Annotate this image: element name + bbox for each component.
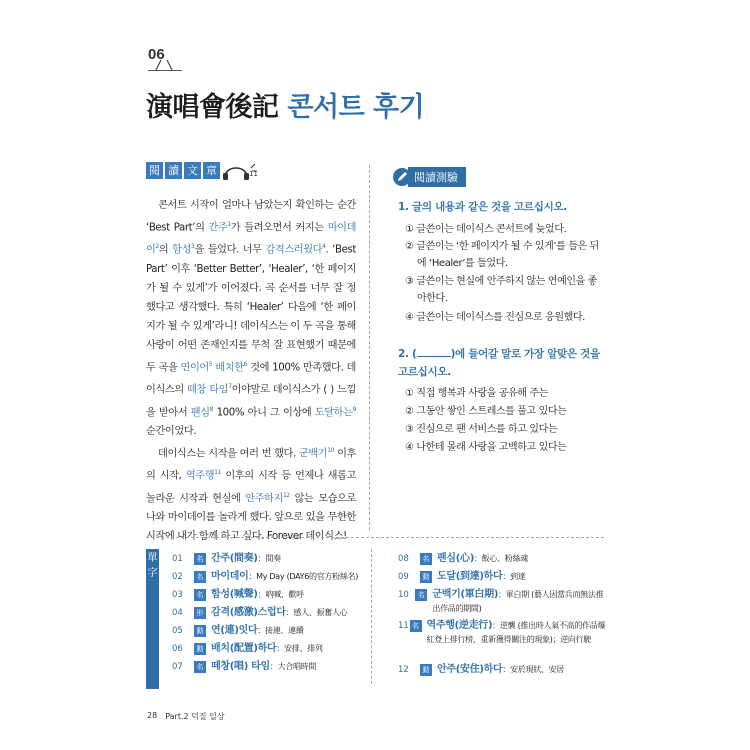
article-text: 콘서트 시작이 얼마나 남았는지 확인하는 순간 ‘Best Part’의 — [146, 200, 356, 234]
q2-option-1[interactable]: ① 직접 행복과 사랑을 공유해 주는 — [405, 388, 548, 399]
vocab-word: 군백기(軍白期) — [432, 589, 499, 600]
vocab-entry — [172, 606, 367, 620]
vocab-column-divider — [371, 549, 372, 684]
vocab-entry — [398, 588, 606, 616]
vocab-entry — [398, 619, 606, 647]
footnote-ref: 6 — [243, 360, 248, 368]
footnote-ref: 10 — [327, 446, 335, 454]
vocab-number: 11 — [398, 621, 409, 631]
vocab-definition: ：飯心、粉絲魂 — [473, 554, 528, 563]
q1-option-2[interactable]: ② 글쓴이는 ‘한 페이지가 될 수 있게’를 들은 뒤에 ‘Healer’를 들었다. — [405, 241, 599, 269]
vocab-definition: ：到達 — [502, 572, 526, 581]
vocab-text — [437, 663, 564, 677]
vocab-definition: ：間奏 — [257, 554, 281, 563]
vocab-entry — [172, 570, 367, 584]
vocab-text — [211, 606, 347, 620]
column-divider — [369, 165, 370, 530]
part-label: Part.2 덕질 일상 — [165, 712, 225, 721]
vocab-text — [211, 660, 316, 674]
article-paragraph — [146, 441, 356, 546]
q2-option-4[interactable]: ④ 나한테 몰래 사랑을 고백하고 있다는 — [405, 442, 567, 453]
part-of-speech-badge: 動 — [420, 664, 432, 676]
article-text: 이야말로 데이식스가 ( ) 느낌을 받아서 — [146, 384, 356, 418]
vocab-label — [146, 549, 159, 689]
question-2-blank — [417, 356, 451, 357]
vocab-entry — [172, 552, 367, 566]
vocab-definition: ：安排、排列 — [276, 644, 323, 653]
vocab-text — [211, 642, 323, 656]
article-text: 의 — [158, 244, 173, 256]
footnote-ref: 12 — [283, 491, 290, 499]
vocab-word: 안주(安住)하다 — [437, 664, 503, 675]
title-korean: 콘서트 후기 — [287, 92, 425, 123]
part-of-speech-badge: 名 — [194, 571, 206, 583]
part-of-speech-badge: 動 — [194, 625, 206, 637]
q1-option-4[interactable]: ④ 글쓴이는 데이식스를 진심으로 응원했다. — [405, 312, 585, 323]
vocab-word: 역주행(逆走行) — [426, 620, 493, 631]
article-text: 가 들려오면서 커지는 — [230, 222, 328, 234]
article-text: 100% 아니 그 이상에 — [213, 406, 315, 418]
vocab-highlight: 팬심 — [190, 406, 210, 418]
footnote-ref: 3 — [191, 243, 195, 251]
article-text: 순간이었다. — [146, 425, 197, 437]
reading-tag-char: 文 — [184, 162, 201, 179]
vocab-text — [437, 570, 526, 584]
footnote-ref: 2 — [155, 243, 159, 251]
vocab-definition: ：逆襲 (推出時人氣不高的作品爆紅登上排行榜，重新獲得關注的現象)；逆向行駛 — [426, 621, 606, 644]
vocab-highlight: 도달하는 — [314, 406, 353, 418]
vocab-text — [211, 624, 304, 638]
article-paragraph — [146, 196, 356, 441]
vocab-label-char: 單 — [147, 553, 158, 564]
vocab-entry — [172, 642, 367, 656]
article-text: 것에 100% 만족했다. 데이식스의 — [146, 362, 356, 396]
page-title — [146, 85, 424, 124]
q1-option-1[interactable]: ① 글쓴이는 데이식스 콘서트에 늦었다. — [405, 224, 567, 235]
quiz-title: 閱讀測驗 — [408, 167, 466, 187]
vocab-highlight: 함성 — [172, 244, 192, 256]
vocab-entry — [172, 588, 367, 602]
vocab-definition: ：感人、振奮人心 — [285, 608, 348, 617]
vocab-word: 연(連)잇다 — [211, 625, 258, 636]
vocab-text — [432, 588, 606, 616]
vocab-number: 03 — [172, 590, 183, 600]
part-of-speech-badge: 動 — [194, 643, 206, 655]
part-of-speech-badge: 名 — [410, 620, 422, 632]
article-text: 이후의 시작 등 언제나 새롭고 놀라운 시작과 현실에 — [146, 470, 356, 505]
footnote-ref: 9 — [352, 405, 356, 413]
part-of-speech-badge: 形 — [194, 607, 206, 619]
vocab-word: 마이데이 — [211, 571, 249, 582]
title-hanja: 演唱會後記 — [146, 92, 279, 123]
vocab-number: 02 — [172, 572, 183, 582]
vocab-label-char: 字 — [147, 568, 158, 579]
vocab-word: 팬심(心) — [437, 553, 474, 564]
vocab-entry — [398, 663, 606, 677]
question-1: 1. 글의 내용과 같은 것을 고르십시오. — [398, 201, 567, 213]
vocab-word: 간주(間奏) — [211, 553, 258, 564]
vocab-text — [437, 552, 528, 566]
vocab-number: 12 — [398, 665, 409, 675]
vocab-text — [211, 588, 304, 602]
question-2-prefix: 2. ( — [398, 348, 417, 360]
vocab-highlight: 마이데이 — [146, 222, 357, 256]
vocab-highlight: 간주 — [208, 222, 228, 234]
unit-underline — [148, 70, 182, 71]
part-of-speech-badge: 名 — [194, 553, 206, 565]
article-body — [146, 196, 356, 546]
page-footer — [147, 711, 225, 722]
vocab-entry — [172, 660, 367, 674]
vocab-number: 07 — [172, 662, 183, 672]
track-number: 11 — [249, 170, 258, 178]
vocab-entry — [172, 624, 367, 638]
vocab-definition: ：安於現狀、安居 — [502, 665, 564, 674]
part-of-speech-badge: 動 — [420, 571, 432, 583]
vocab-text — [427, 619, 606, 647]
article-text: 이후의 시작, — [146, 448, 356, 482]
reading-tag — [146, 162, 220, 179]
vocab-highlight: 안주하지 — [245, 493, 283, 505]
vocab-number: 04 — [172, 608, 183, 618]
vocab-highlight: 군백기 — [298, 448, 328, 460]
footnote-ref: 8 — [209, 405, 214, 413]
article-text: . ‘Best Part’ 이후 ‘Better Better’, ‘Healer’, ‘한 페이지가 될 수 있게’가 이어졌다. 곡 순서를 너무 잘 정했다고 생각했다. 특히 ‘Healer’ 다음에 ‘한 페이지가 될 수 있게’라니! 데이식스는 이 두 곡을 통해 사랑이 어떤 존재인지를 무척 잘 표현했기 때문에 두 곡을 — [146, 244, 356, 374]
question-2-suffix: )에 들어갈 말로 가장 알맞은 것을 고르십시오. — [398, 348, 600, 378]
vocab-number: 05 — [172, 626, 183, 636]
reading-tag-char: 閱 — [146, 162, 163, 179]
quiz-header — [392, 167, 466, 187]
part-of-speech-badge: 名 — [415, 589, 427, 601]
vocab-word: 도달(到達)하다 — [437, 571, 503, 582]
vocab-text — [211, 552, 281, 566]
footnote-ref: 7 — [228, 383, 232, 391]
vocab-highlight: 연이어 — [180, 362, 209, 374]
vocab-definition: ：接連、連續 — [257, 626, 304, 635]
vocab-highlight: 역주행 — [185, 470, 215, 482]
vocab-number: 08 — [398, 554, 409, 564]
vocab-word: 함성(喊聲) — [211, 589, 258, 600]
article-text: 을 들었다. 너무 — [194, 244, 266, 256]
article-text: 데이식스는 시작을 여러 번 했다. — [158, 448, 299, 460]
vocab-definition: ：吶喊、歡呼 — [257, 590, 304, 599]
footnote-ref: 11 — [214, 469, 222, 477]
vocab-word: 감격(感激)스럽다 — [211, 607, 286, 618]
article-text: 않는 모습으로 나와 마이데이를 놀라게 했다. 앞으로 있을 무한한 시작에 내가 함께 하고 싶다. Forever 데이식스! — [146, 493, 356, 543]
vocab-entry — [398, 552, 606, 566]
vocab-word: 떼창(唱) 타임 — [211, 661, 270, 672]
q2-option-3[interactable]: ③ 진심으로 팬 서비스를 하고 있다는 — [405, 424, 558, 435]
question-2 — [398, 345, 608, 381]
reading-tag-char: 讀 — [165, 162, 182, 179]
vocab-divider — [146, 537, 604, 538]
unit-number: 06 — [148, 46, 165, 63]
part-of-speech-badge: 名 — [194, 589, 206, 601]
q2-option-2[interactable]: ② 그동안 쌓인 스트레스를 풀고 있다는 — [405, 406, 567, 417]
vocab-definition: ：大合唱時間 — [269, 662, 317, 671]
footnote-ref: 4 — [322, 243, 326, 251]
vocab-entry — [398, 570, 606, 584]
q1-option-3[interactable]: ③ 글쓴이는 현실에 안주하지 않는 연예인을 좋아한다. — [405, 276, 597, 304]
reading-tag-char: 章 — [203, 162, 220, 179]
vocab-highlight: 감격스러웠다 — [265, 244, 323, 256]
vocab-number: 06 — [172, 644, 183, 654]
vocab-number: 01 — [172, 554, 183, 564]
vocab-highlight: 떼창 타임 — [187, 384, 229, 396]
vocab-definition: ：軍白期 (藝人因當兵而無法推出作品的期間) — [432, 590, 604, 613]
vocab-number: 10 — [398, 590, 409, 600]
part-of-speech-badge: 名 — [420, 553, 432, 565]
vocab-text — [211, 570, 358, 584]
vocab-highlight: 배치한 — [215, 362, 244, 374]
footnote-ref: 5 — [208, 360, 213, 368]
footnote-ref: 1 — [227, 221, 231, 228]
vocab-word: 배치(配置)하다 — [211, 643, 277, 654]
part-of-speech-badge: 名 — [194, 661, 206, 673]
page-number: 28 — [147, 711, 158, 720]
vocab-definition: ：My Day (DAY6的官方粉絲名) — [248, 572, 359, 581]
vocab-number: 09 — [398, 572, 409, 582]
